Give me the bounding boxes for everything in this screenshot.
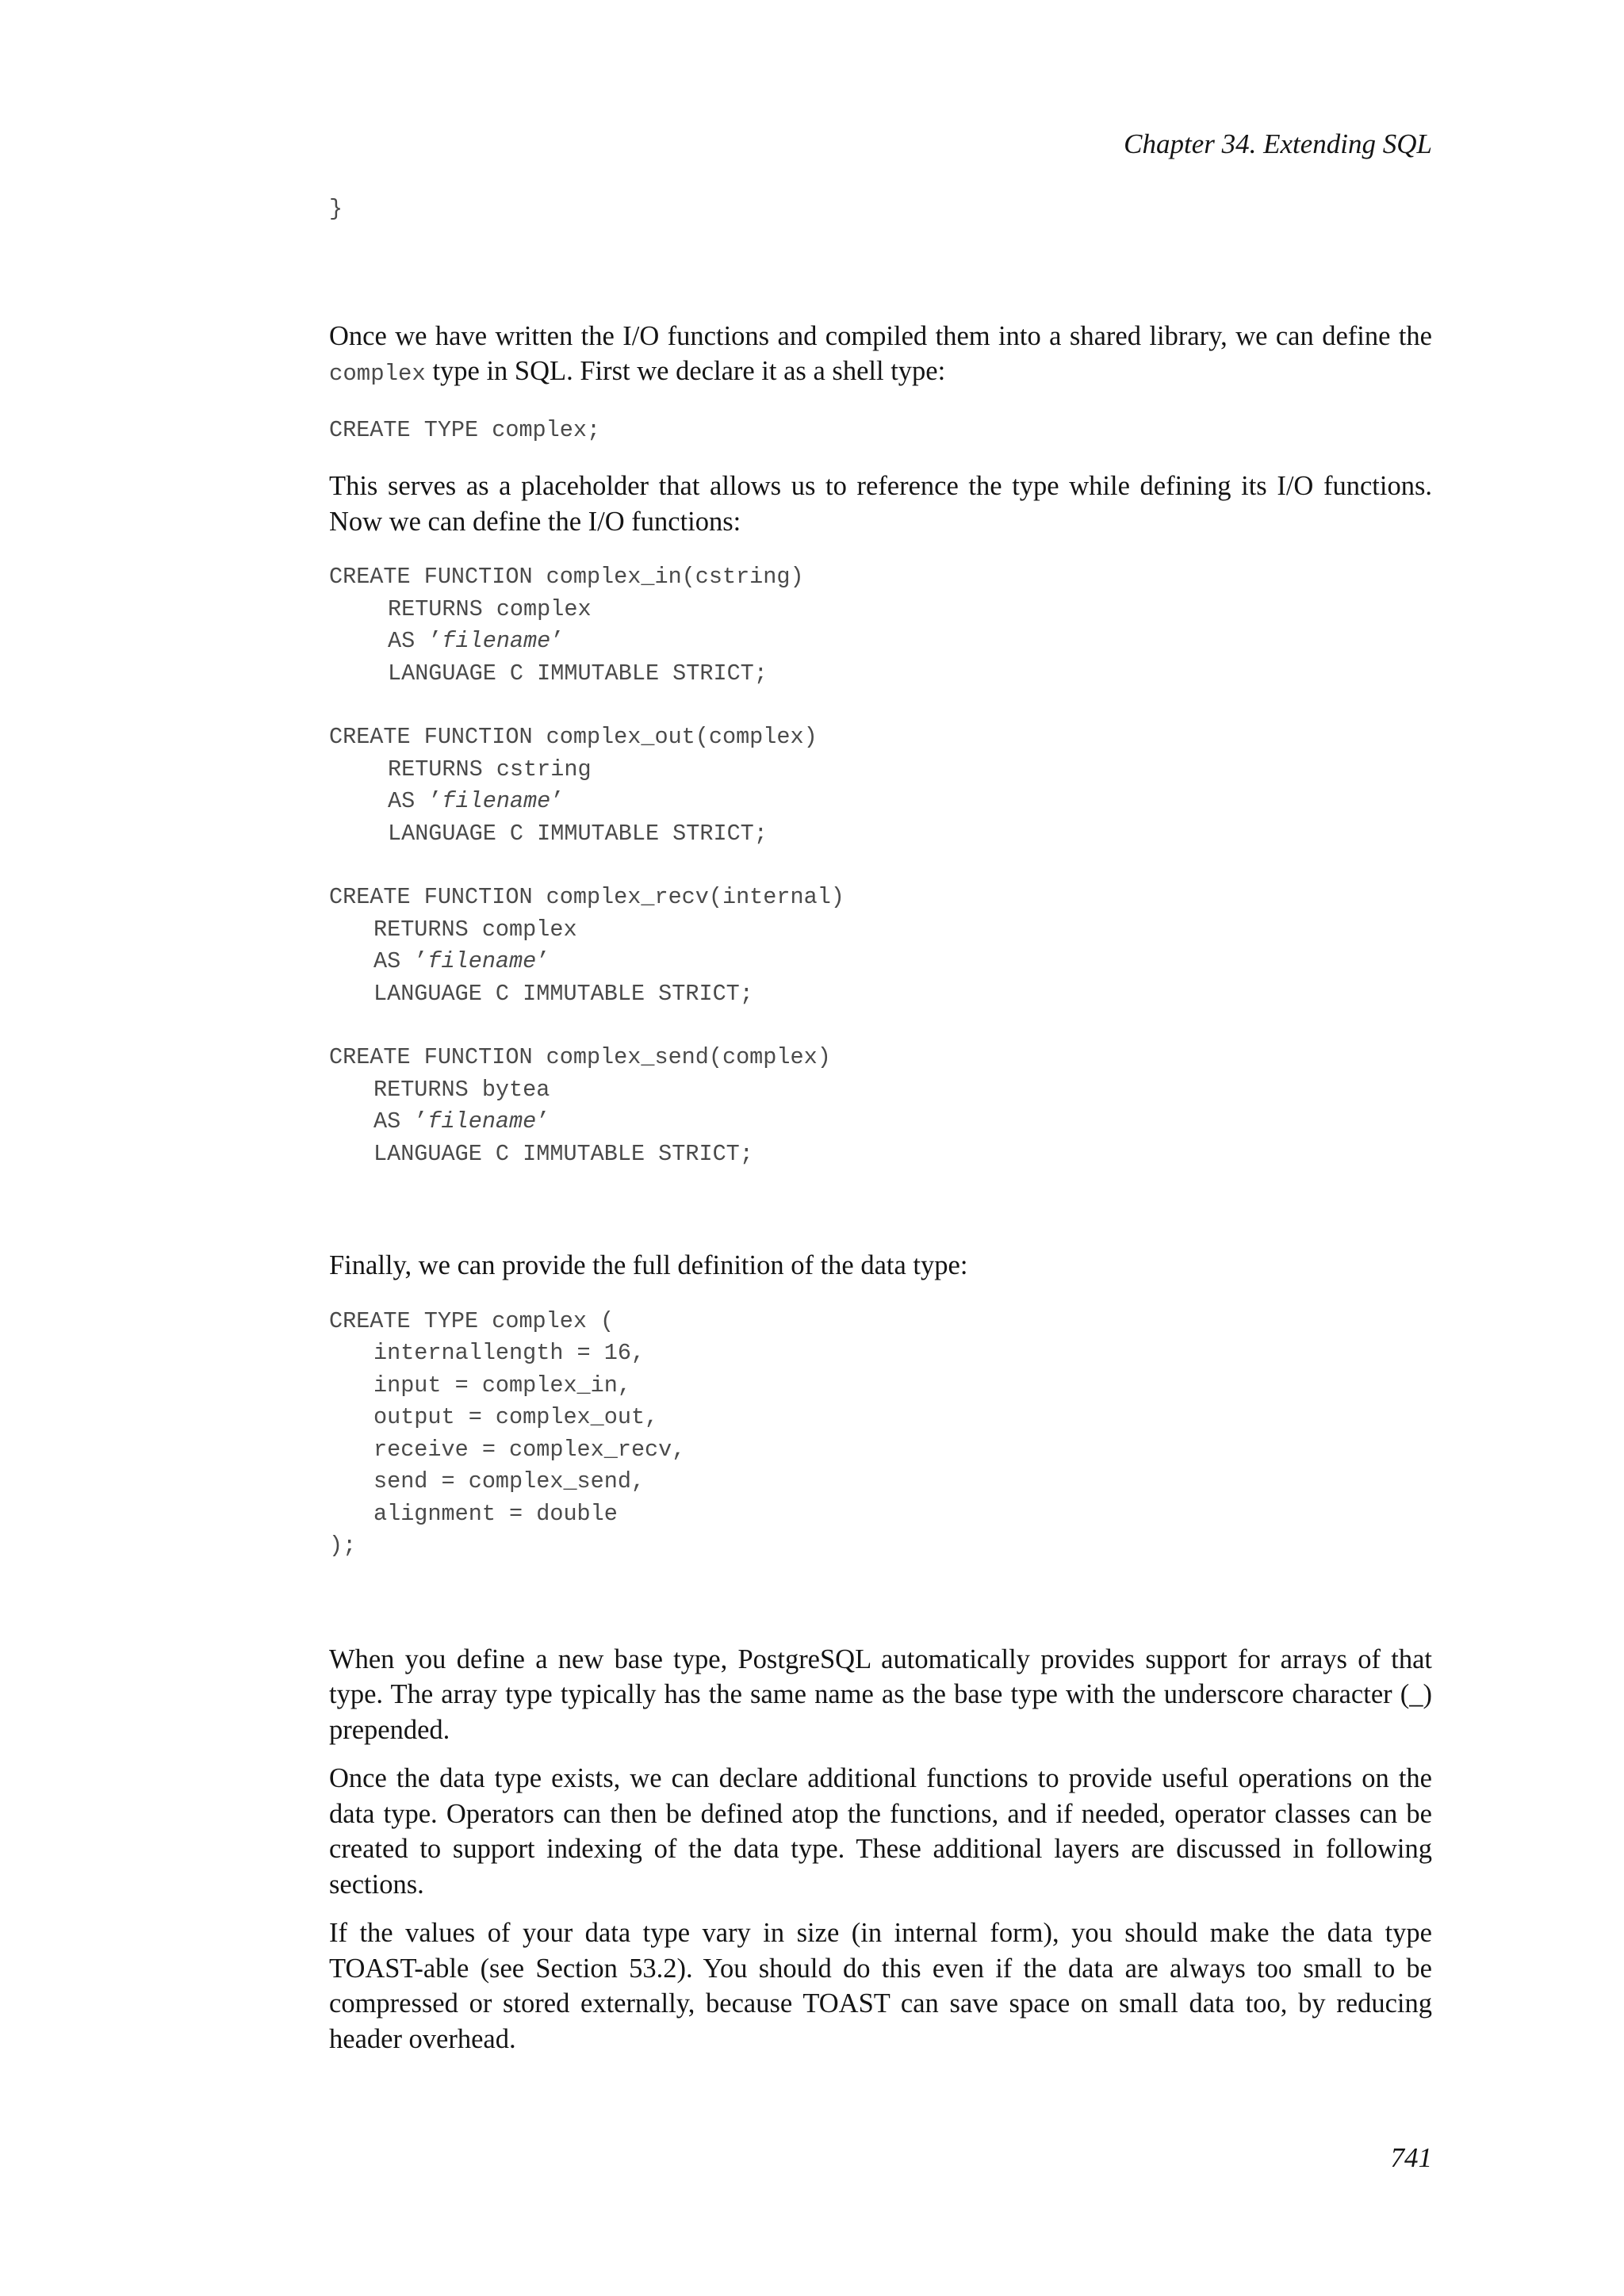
code-type-definition (329, 1306, 1432, 1563)
code-line-as: AS ’filename’ (388, 628, 565, 654)
code-line-open: CREATE TYPE complex ( (329, 1307, 615, 1334)
paragraph-arrays: When you define a new base type, PostgreSQL automatically provides support for arrays of that type. The array type typically has the same name as the base type with the underscore character (_) prepended. (329, 1644, 1432, 1745)
code-line-attribute: send = complex_send, (373, 1468, 645, 1494)
code-line-as: AS ’filename’ (388, 788, 565, 814)
page-number: 741 (1390, 2142, 1432, 2173)
code-placeholder-filename: filename (442, 788, 551, 814)
code-line-returns: RETURNS complex (388, 595, 592, 622)
paragraph-finally: Finally, we can provide the full definition of the data type: (329, 1250, 968, 1280)
code-line-language: LANGUAGE C IMMUTABLE STRICT; (388, 660, 768, 687)
paragraph-intro (329, 319, 1432, 392)
code-line-close: ); (329, 1533, 357, 1559)
code-line-as: AS ’filename’ (373, 1108, 550, 1135)
code-line-attribute: receive = complex_recv, (373, 1436, 686, 1463)
code-line-attribute: output = complex_out, (373, 1404, 659, 1430)
code-io-function-out (329, 721, 1432, 850)
code-line-signature: CREATE FUNCTION complex_out(complex) (329, 724, 818, 750)
code-line-signature: CREATE FUNCTION complex_in(cstring) (329, 564, 804, 590)
code-line-signature: CREATE FUNCTION complex_send(complex) (329, 1044, 831, 1070)
paragraph-intro-text-2: type in SQL. First we declare it as a shell type: (425, 356, 946, 386)
code-line-attribute: alignment = double (373, 1500, 618, 1527)
code-io-function-in (329, 561, 1432, 690)
code-line-returns: RETURNS cstring (388, 756, 592, 783)
code-line-attribute: input = complex_in, (373, 1372, 631, 1399)
paragraph-toast: If the values of your data type vary in size (in internal form), you should make the data type TOAST-able (see Section 53.2). You should do this even if the data are always too small to be compressed or stored externally, because TOAST can save space on small data too, by reducing header overhead. (329, 1918, 1432, 2054)
paragraph-placeholder: This serves as a placeholder that allows us to reference the type while defining its I/O functions. Now we can define the I/O functions: (329, 471, 1432, 537)
code-line-as: AS ’filename’ (373, 948, 550, 974)
inline-code-complex: complex (329, 361, 426, 387)
code-line-attribute: internallength = 16, (373, 1340, 645, 1366)
code-closing-brace: } (329, 196, 343, 222)
code-line-signature: CREATE FUNCTION complex_recv(internal) (329, 884, 845, 910)
code-placeholder-filename: filename (427, 948, 537, 974)
code-line-returns: RETURNS complex (373, 916, 577, 943)
code-line-returns: RETURNS bytea (373, 1076, 550, 1103)
paragraph-operators: Once the data type exists, we can declare additional functions to provide useful operations on the data type. Operators can then be defined atop the functions, and if needed, operator classes can be created to support indexing of the data type. These additional layers are discussed in following sections. (329, 1763, 1432, 1900)
paragraph-intro-text-1: Once we have written the I/O functions and compiled them into a shared library, we can define the (329, 320, 1432, 351)
code-placeholder-filename: filename (442, 628, 551, 654)
code-line-language: LANGUAGE C IMMUTABLE STRICT; (373, 980, 753, 1007)
code-shell-type: CREATE TYPE complex; (329, 416, 601, 443)
code-line-language: LANGUAGE C IMMUTABLE STRICT; (388, 820, 768, 847)
running-header: Chapter 34. Extending SQL (1124, 128, 1432, 159)
code-io-function-recv (329, 882, 1432, 1010)
code-io-function-send (329, 1042, 1432, 1170)
code-line-language: LANGUAGE C IMMUTABLE STRICT; (373, 1140, 753, 1167)
page-content (329, 193, 1432, 2057)
code-placeholder-filename: filename (427, 1108, 537, 1135)
